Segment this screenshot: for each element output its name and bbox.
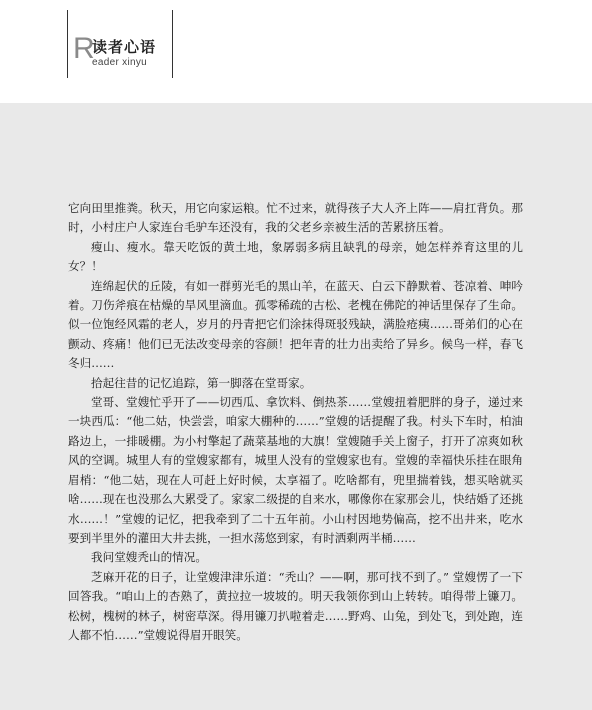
paragraph: 它向田里推粪。秋天，用它向家运粮。忙不过来，就得孩子大人齐上阵——肩扛背负。那时，小村庄户人家连台毛驴车还没有，我的父老乡亲被生活的苦累挤压着。 [68, 201, 523, 235]
paragraph: 连绵起伏的丘陵，有如一群剪光毛的黑山羊，在蓝天、白云下静默着、苍凉着、呻吟着。刀伤斧痕在枯燥的旱风里滴血。孤零稀疏的古松、老槐在佛陀的神话里保存了生命。似一位饱经风霜的老人，岁月的丹青把它们涂抹得斑驳残缺，满脸疮痍……哥弟们的心在颤动、疼痛！他们已无法改变母亲的容颜！把年青的壮力出卖给了异乡。候鸟一样，春飞冬归…… [68, 278, 523, 371]
paragraph: 拾起往昔的记忆追踪，第一脚落在堂哥家。 [91, 375, 312, 390]
paragraph: 瘦山、瘦水。靠天吃饭的黄土地，象孱弱多病且缺乳的母亲，她怎样养育这里的儿女？！ [68, 239, 523, 274]
paragraph: 堂哥、堂嫂忙乎开了——切西瓜、拿饮料、倒热茶……堂嫂扭着肥胖的身子，递过来一块西瓜：“他二姑，快尝尝，咱家大棚种的……”堂嫂的话提醒了我。村头下车时，柏油路边上，一排暖棚。为小村擎起了蔬菜基地的大旗！堂嫂随手关上窗子，打开了凉爽如秋风的空调。城里人有的堂嫂家都有，城里人没有的堂嫂家也有。堂嫂的幸福快乐挂在眼角眉梢：“他二姑，现在人可赶上好时候，太享福了。吃啥都有，兜里揣着钱，想买啥就买啥……现在也没那么大累受了。家家二级提的自来水，哪像你在家那会儿，快结婚了还挑水……！”堂嫂的记忆，把我牵到了二十五年前。小山村因地势偏高，挖不出井来，吃水要到半里外的灌田大井去挑，一担水荡悠到家，有时洒剩两半桶…… [68, 395, 523, 545]
header-divider-right [172, 10, 173, 78]
column-title: 读者心语 [92, 38, 157, 56]
paragraph: 芝麻开花的日子，让堂嫂津津乐道：“秃山？——啊，那可找不到了。” 堂嫂愣了一下回答我。“咱山上的杏熟了，黄拉拉一坡坡的。明天我领你到山上转转。咱得带上镰刀。松树，槐树的林子，树密草深。得用镰刀扒啦着走……野鸡、山兔，到处飞，到处跑，连人都不怕……”堂嫂说得眉开眼笑。 [68, 569, 523, 642]
column-subtitle: eader xinyu [92, 57, 147, 68]
column-header [0, 0, 592, 103]
header-divider-left [67, 10, 68, 78]
paragraph: 我问堂嫂秃山的情况。 [91, 550, 207, 565]
article-body [68, 199, 523, 645]
column-initial-letter: R [73, 32, 95, 65]
